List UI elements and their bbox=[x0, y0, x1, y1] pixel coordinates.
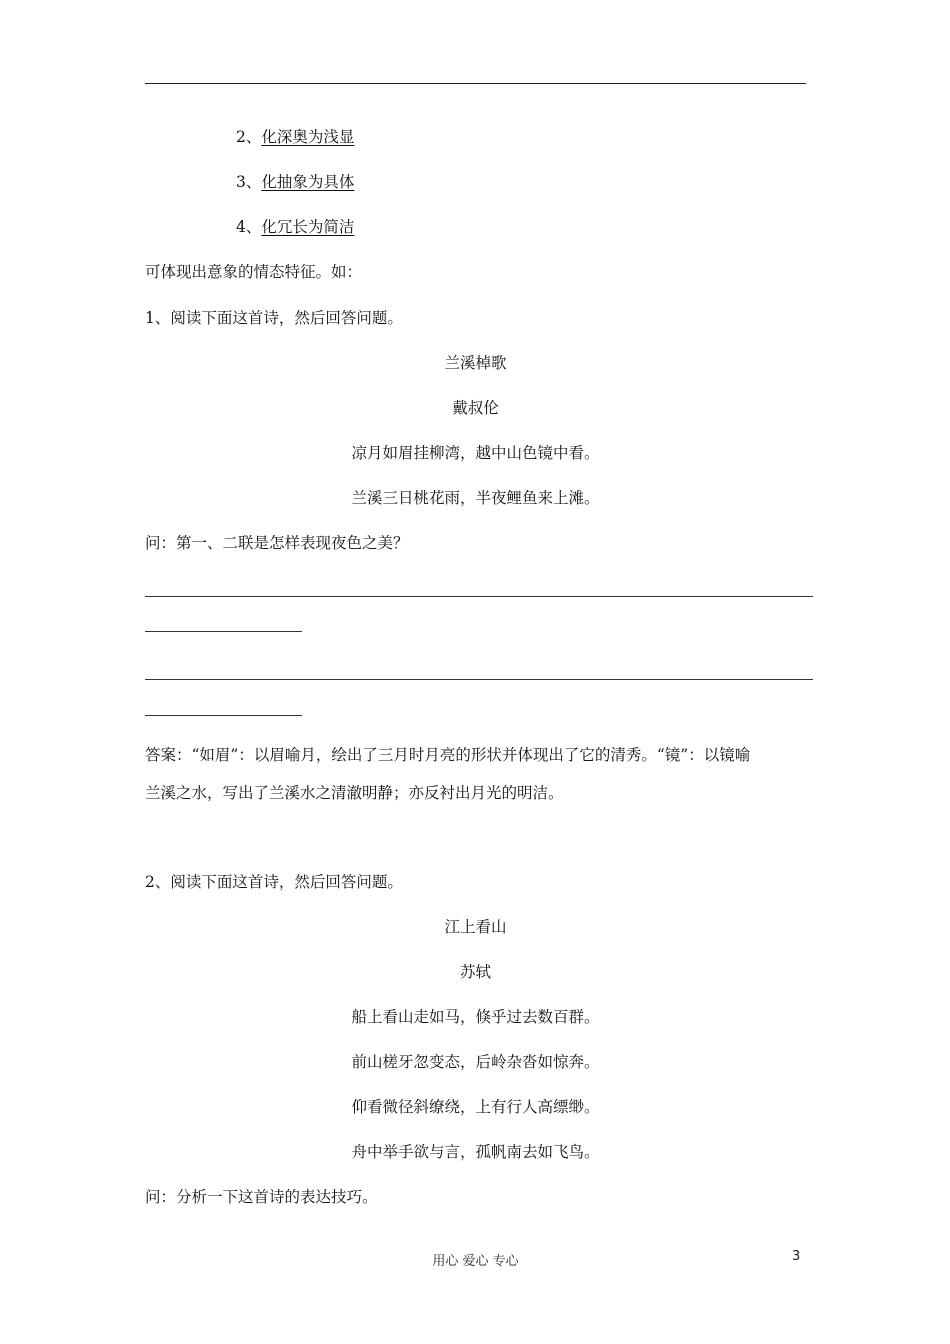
list-text: 化抽象为具体 bbox=[261, 173, 355, 191]
answer-blank-line bbox=[145, 679, 813, 680]
answer-1-text: 答案：“如眉”：以眉喻月，绘出了三月时月亮的形状并体现出了它的清秀。“镜”：以镜喻 bbox=[145, 746, 751, 764]
answer-blank-line bbox=[145, 715, 302, 716]
question-2-text: 问：分析一下这首诗的表达技巧。 bbox=[145, 1188, 378, 1206]
poem-1-title: 兰溪棹歌 bbox=[444, 354, 507, 372]
answer-1-text: 兰溪之水，写出了兰溪水之清澈明静；亦反衬出月光的明洁。 bbox=[145, 784, 564, 802]
poem-2-line: 前山槎牙忽变态，后岭杂沓如惊奔。 bbox=[351, 1053, 600, 1071]
poem-1-line: 兰溪三日桃花雨，半夜鲤鱼来上滩。 bbox=[351, 489, 600, 507]
list-item bbox=[236, 217, 354, 237]
list-text: 化深奥为浅显 bbox=[261, 128, 355, 146]
list-text: 化冗长为简洁 bbox=[261, 218, 355, 236]
page-footer: 用心 爱心 专心 bbox=[432, 1254, 519, 1269]
list-item bbox=[236, 172, 354, 192]
question-1-prompt: 1、阅读下面这首诗，然后回答问题。 bbox=[145, 309, 403, 327]
list-number: 3、 bbox=[236, 173, 262, 191]
list-number: 2、 bbox=[236, 128, 262, 146]
question-1-text: 问：第一、二联是怎样表现夜色之美？ bbox=[145, 534, 409, 552]
question-2-prompt: 2、阅读下面这首诗，然后回答问题。 bbox=[145, 873, 403, 891]
poem-1-line: 凉月如眉挂柳湾，越中山色镜中看。 bbox=[351, 444, 600, 462]
answer-blank-line bbox=[145, 596, 813, 597]
poem-2-author: 苏轼 bbox=[459, 963, 491, 981]
poem-2-line: 船上看山走如马，倏乎过去数百群。 bbox=[351, 1008, 600, 1026]
poem-2-line: 舟中举手欲与言，孤帆南去如飞鸟。 bbox=[351, 1143, 600, 1161]
page-number: 3 bbox=[792, 1249, 801, 1264]
list-item bbox=[236, 127, 354, 147]
intro-text: 可体现出意象的情态特征。如： bbox=[145, 263, 363, 281]
header-rule bbox=[145, 83, 806, 84]
list-number: 4、 bbox=[236, 218, 262, 236]
answer-blank-line bbox=[145, 631, 302, 632]
poem-2-title: 江上看山 bbox=[444, 918, 507, 936]
poem-2-line: 仰看微径斜缭绕，上有行人高缥缈。 bbox=[351, 1098, 600, 1116]
poem-1-author: 戴叔伦 bbox=[452, 399, 499, 417]
